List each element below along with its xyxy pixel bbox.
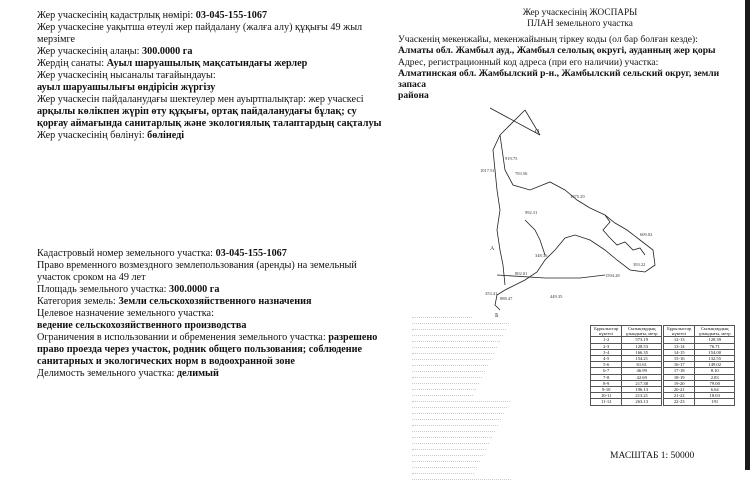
ru-restrictions-3: санитарных и экологических норм в водоохранной зоне <box>37 356 295 367</box>
dim-label: 609.02 <box>640 232 653 237</box>
kz-restrictions-2: қорғау аймағында санитарлық және экологиялық талаптардың сақталуы <box>37 118 382 129</box>
table-cell: 13-14 <box>664 343 695 349</box>
coordinates-table-1 <box>590 325 662 406</box>
table-cell: 573.19 <box>622 337 662 343</box>
kz-right-line-2: мерзімге <box>37 34 76 45</box>
russian-section <box>37 248 382 380</box>
plan-title-kz: Жер учаскесінің ЖОСПАРЫ <box>522 8 638 18</box>
ru-restrictions-2: право проезда через участок, родник общего пользования; соблюдение <box>37 344 363 355</box>
table-cell: 11-12 <box>591 399 622 405</box>
direction-label: О <box>535 129 540 135</box>
table-cell: 2-3 <box>591 343 622 349</box>
coordinates-table-2 <box>663 325 735 406</box>
table-cell: 191 <box>695 399 735 405</box>
table-cell: 46.99 <box>622 368 662 374</box>
table-cell: 4-5 <box>591 356 622 362</box>
dim-label: 1594.28 <box>605 273 620 278</box>
dim-label: 888.47 <box>500 296 513 301</box>
table-cell: 17-18 <box>664 368 695 374</box>
dim-label: 703.56 <box>515 171 528 176</box>
ru-purpose-label: Целевое назначение земельного участка: <box>37 308 214 319</box>
plot-east-wiggle <box>603 215 645 255</box>
kz-cadastral-line: Жер учаскесінің кадастрлық нөмірі: 03-045-155-1067 <box>37 10 268 21</box>
table-cell: 16-17 <box>664 362 695 368</box>
address-kz-value: Алматы обл. Жамбыл ауд., Жамбыл селолық округі, ауданның жер қоры <box>398 45 716 57</box>
address-ru-label: Адрес, регистрационный код адреса (при его наличии) участка: <box>398 56 659 68</box>
direction-label: А <box>490 246 495 252</box>
plot-south-line <box>497 275 605 278</box>
table-header: Бұрылыстар нүктесі <box>591 326 622 337</box>
table-cell: 15-16 <box>664 356 695 362</box>
table-cell: 9-10 <box>591 387 622 393</box>
kz-category-line: Жердің санаты: Ауыл шаруашылық мақсатындағы жерлер <box>37 58 308 69</box>
table-cell: 2.83 <box>695 374 735 380</box>
kazakh-section <box>37 10 382 142</box>
table-header: Сызықтардың ұзындығы, метр <box>622 326 662 337</box>
plot-inner-line <box>525 220 545 255</box>
table-row <box>664 399 735 405</box>
table-cell: 8-9 <box>591 380 622 386</box>
table-cell: 22-23 <box>664 399 695 405</box>
table-cell: 20-21 <box>664 387 695 393</box>
ru-restrictions-line: Ограничения в использовании и обременения земельного участка: разрешено <box>37 332 378 343</box>
table-cell: 6.64 <box>695 387 735 393</box>
scale-label: МАСШТАБ 1: 50000 <box>610 451 695 461</box>
table-cell: 3-4 <box>591 349 622 355</box>
address-kz-label: Учаскенің мекенжайы, мекенжайының тіркеу коды (ол бар болған кезде): <box>398 34 698 45</box>
table-cell: 61.61 <box>622 362 662 368</box>
plot-map <box>405 90 675 320</box>
table-header: Сызықтардың ұзындығы, метр <box>695 326 735 337</box>
table-cell: 217.38 <box>622 380 662 386</box>
ru-purpose-value: ведение сельскохозяйственного производства <box>37 320 247 331</box>
ru-area-line: Площадь земельного участка: 300.0000 га <box>37 284 220 295</box>
plan-title <box>480 8 680 30</box>
table-row <box>591 399 662 405</box>
table-cell: 1-2 <box>591 337 622 343</box>
table-cell: 18.03 <box>695 393 735 399</box>
dim-label: 348.36 <box>535 253 548 258</box>
legend-line <box>412 474 511 480</box>
plan-title-ru: ПЛАН земельного участка <box>527 19 633 29</box>
table-cell: 12-13 <box>664 337 695 343</box>
dim-label: 449.35 <box>550 294 563 299</box>
table-cell: 14-15 <box>664 349 695 355</box>
kz-purpose-label: Жер учаскесінің нысаналы тағайындауы: <box>37 70 216 81</box>
right-frame-edge <box>745 0 750 470</box>
address-ru-value-2: района <box>398 90 429 102</box>
ru-category-line: Категория земель: Земли сельскохозяйственного назначения <box>37 296 312 307</box>
table-cell: 18-19 <box>664 374 695 380</box>
kz-divisibility-line: Жер учаскесінің бөлінуі: бөлінеді <box>37 130 185 141</box>
orient-line-1 <box>500 110 525 135</box>
table-cell: 10-11 <box>591 393 622 399</box>
table-cell: 132.55 <box>695 356 735 362</box>
ru-divisibility-line: Делимость земельного участка: делимый <box>37 368 219 379</box>
table-cell: 42.69 <box>622 374 662 380</box>
kz-restrictions-label: Жер учаскесін пайдаланудағы шектеулер мен ауыртпалықтар: жер учаскесі <box>37 94 364 105</box>
table-cell: 196.13 <box>622 387 662 393</box>
table-cell: 79.00 <box>695 380 735 386</box>
table-cell: 5-6 <box>591 362 622 368</box>
table-header: Бұрылыстар нүктесі <box>664 326 695 337</box>
dim-label: 1017.51 <box>480 168 495 173</box>
direction-label: Б <box>495 313 499 319</box>
dim-label: 393.22 <box>633 262 646 267</box>
ru-right-line-2: участок сроком на 49 лет <box>37 272 146 283</box>
table-cell: 6-7 <box>591 368 622 374</box>
dim-label: 1075.29 <box>570 194 585 199</box>
dim-label: 353.41 <box>485 291 498 296</box>
table-cell: 19-20 <box>664 380 695 386</box>
table-cell: 128.39 <box>695 337 735 343</box>
orient-line-3 <box>490 108 540 135</box>
table-cell: 154.21 <box>622 356 662 362</box>
kz-purpose-value: ауыл шаруашылығы өндірісін жүргізу <box>37 82 216 93</box>
table-cell: 21-22 <box>664 393 695 399</box>
table-cell: 213.21 <box>622 393 662 399</box>
table-cell: 128.53 <box>622 343 662 349</box>
dim-label: 919.75 <box>505 156 518 161</box>
kz-restrictions-1: арқылы көлікпен жүріп өту құқығы, ортақ пайдаланудағы бұлақ; су <box>37 106 357 117</box>
table-cell: 149.02 <box>695 362 735 368</box>
table-cell: 166.35 <box>622 349 662 355</box>
table-cell: 154.00 <box>695 349 735 355</box>
table-cell: 8.10 <box>695 368 735 374</box>
plan-legend-list <box>412 312 582 480</box>
table-cell: 76.71 <box>695 343 735 349</box>
plot-boundary <box>495 135 655 310</box>
address-ru-value-1: Алматинская обл. Жамбылский р-н., Жамбылский сельский округ, земли запаса <box>398 67 720 91</box>
kz-area-line: Жер учаскесінің алаңы: 300.0000 га <box>37 46 193 57</box>
table-cell: 263.13 <box>622 399 662 405</box>
table-cell: 7-8 <box>591 374 622 380</box>
ru-cadastral-line: Кадастровый номер земельного участка: 03-045-155-1067 <box>37 248 287 259</box>
ru-right-line-1: Право временного возмездного землепользования (аренды) на земельный <box>37 260 357 271</box>
dim-label: 992.31 <box>525 210 538 215</box>
dim-label: 802.01 <box>515 271 528 276</box>
kz-right-line-1: Жер учаскесіне уақытша өтеулі жер пайдалану (жалға алу) құқығы 49 жыл <box>37 22 363 33</box>
